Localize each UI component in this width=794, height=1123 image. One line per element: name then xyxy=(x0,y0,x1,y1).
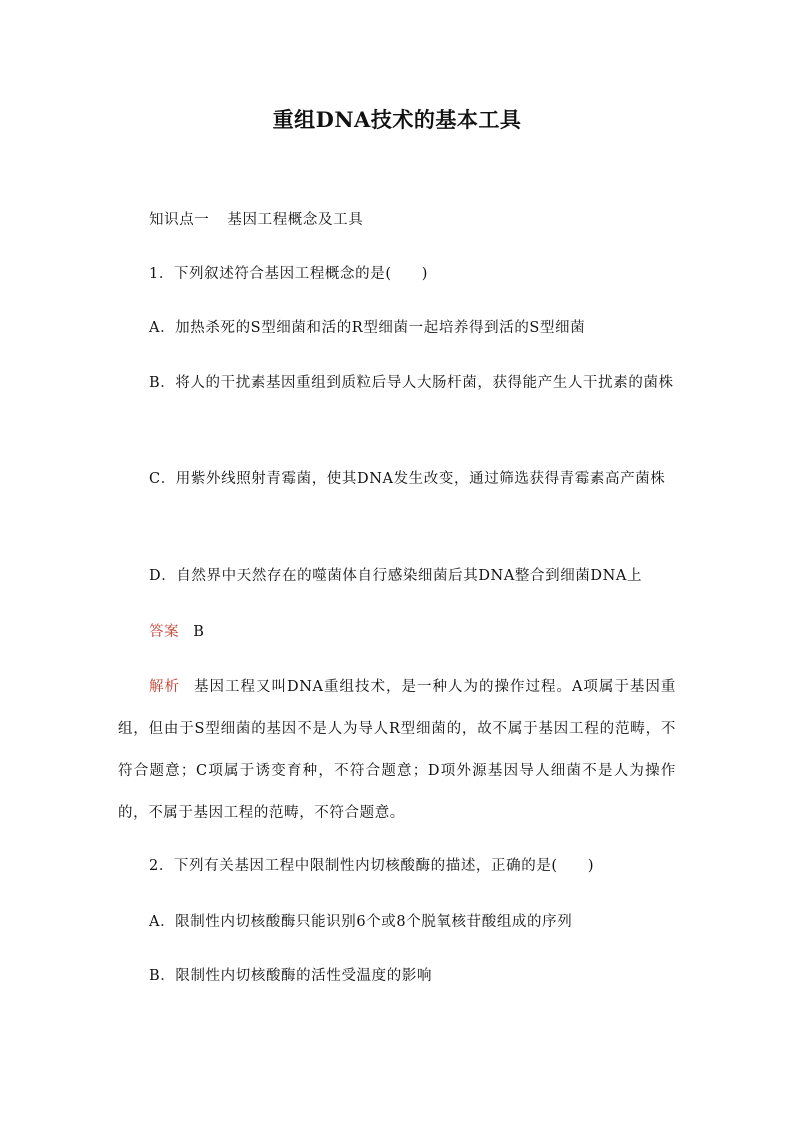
question-1-option-d: D．自然界中天然存在的噬菌体自行感染细菌后其DNA整合到细菌DNA上 xyxy=(149,568,643,584)
analysis-text: 基因工程又叫DNA重组技术，是一种人为的操作过程。A项属于基因重组，但由于S型细菌的基因不是人为导人R型细菌的，故不属于基因工程的范畴，不符合题意；C项属于诱变育种，不符合题意；D项外源基因导人细菌不是人为操作的，不属于基因工程的范畴，不符合题意。 xyxy=(118,679,677,821)
question-1-analysis xyxy=(118,666,676,834)
question-2-stem: 2．下列有关基因工程中限制性内切核酸酶的描述，正确的是( ) xyxy=(149,858,595,874)
document-title: 重组DNA技术的基本工具 xyxy=(272,107,522,132)
question-1-option-b: B．将人的干扰素基因重组到质粒后导人大肠杆菌，获得能产生人干扰素的菌株 xyxy=(149,375,674,391)
question-2-option-a: A．限制性内切核酸酶只能识别6个或8个脱氧核苷酸组成的序列 xyxy=(149,914,573,930)
question-1-option-a: A．加热杀死的S型细菌和活的R型细菌一起培养得到活的S型细菌 xyxy=(149,320,586,336)
section-heading xyxy=(149,210,363,230)
section-number: 知识点一 xyxy=(149,212,210,228)
analysis-label: 解析 xyxy=(149,679,180,695)
answer-value: B xyxy=(193,624,205,640)
section-name: 基因工程概念及工具 xyxy=(227,212,364,228)
question-1-stem: 1．下列叙述符合基因工程概念的是( ) xyxy=(149,266,429,282)
question-1-option-c: C．用紫外线照射青霉菌，使其DNA发生改变，通过筛选获得青霉素高产菌株 xyxy=(149,471,666,487)
question-1-answer xyxy=(149,622,204,642)
answer-label: 答案 xyxy=(149,624,180,640)
question-2-option-b: B．限制性内切核酸酶的活性受温度的影响 xyxy=(149,968,433,984)
